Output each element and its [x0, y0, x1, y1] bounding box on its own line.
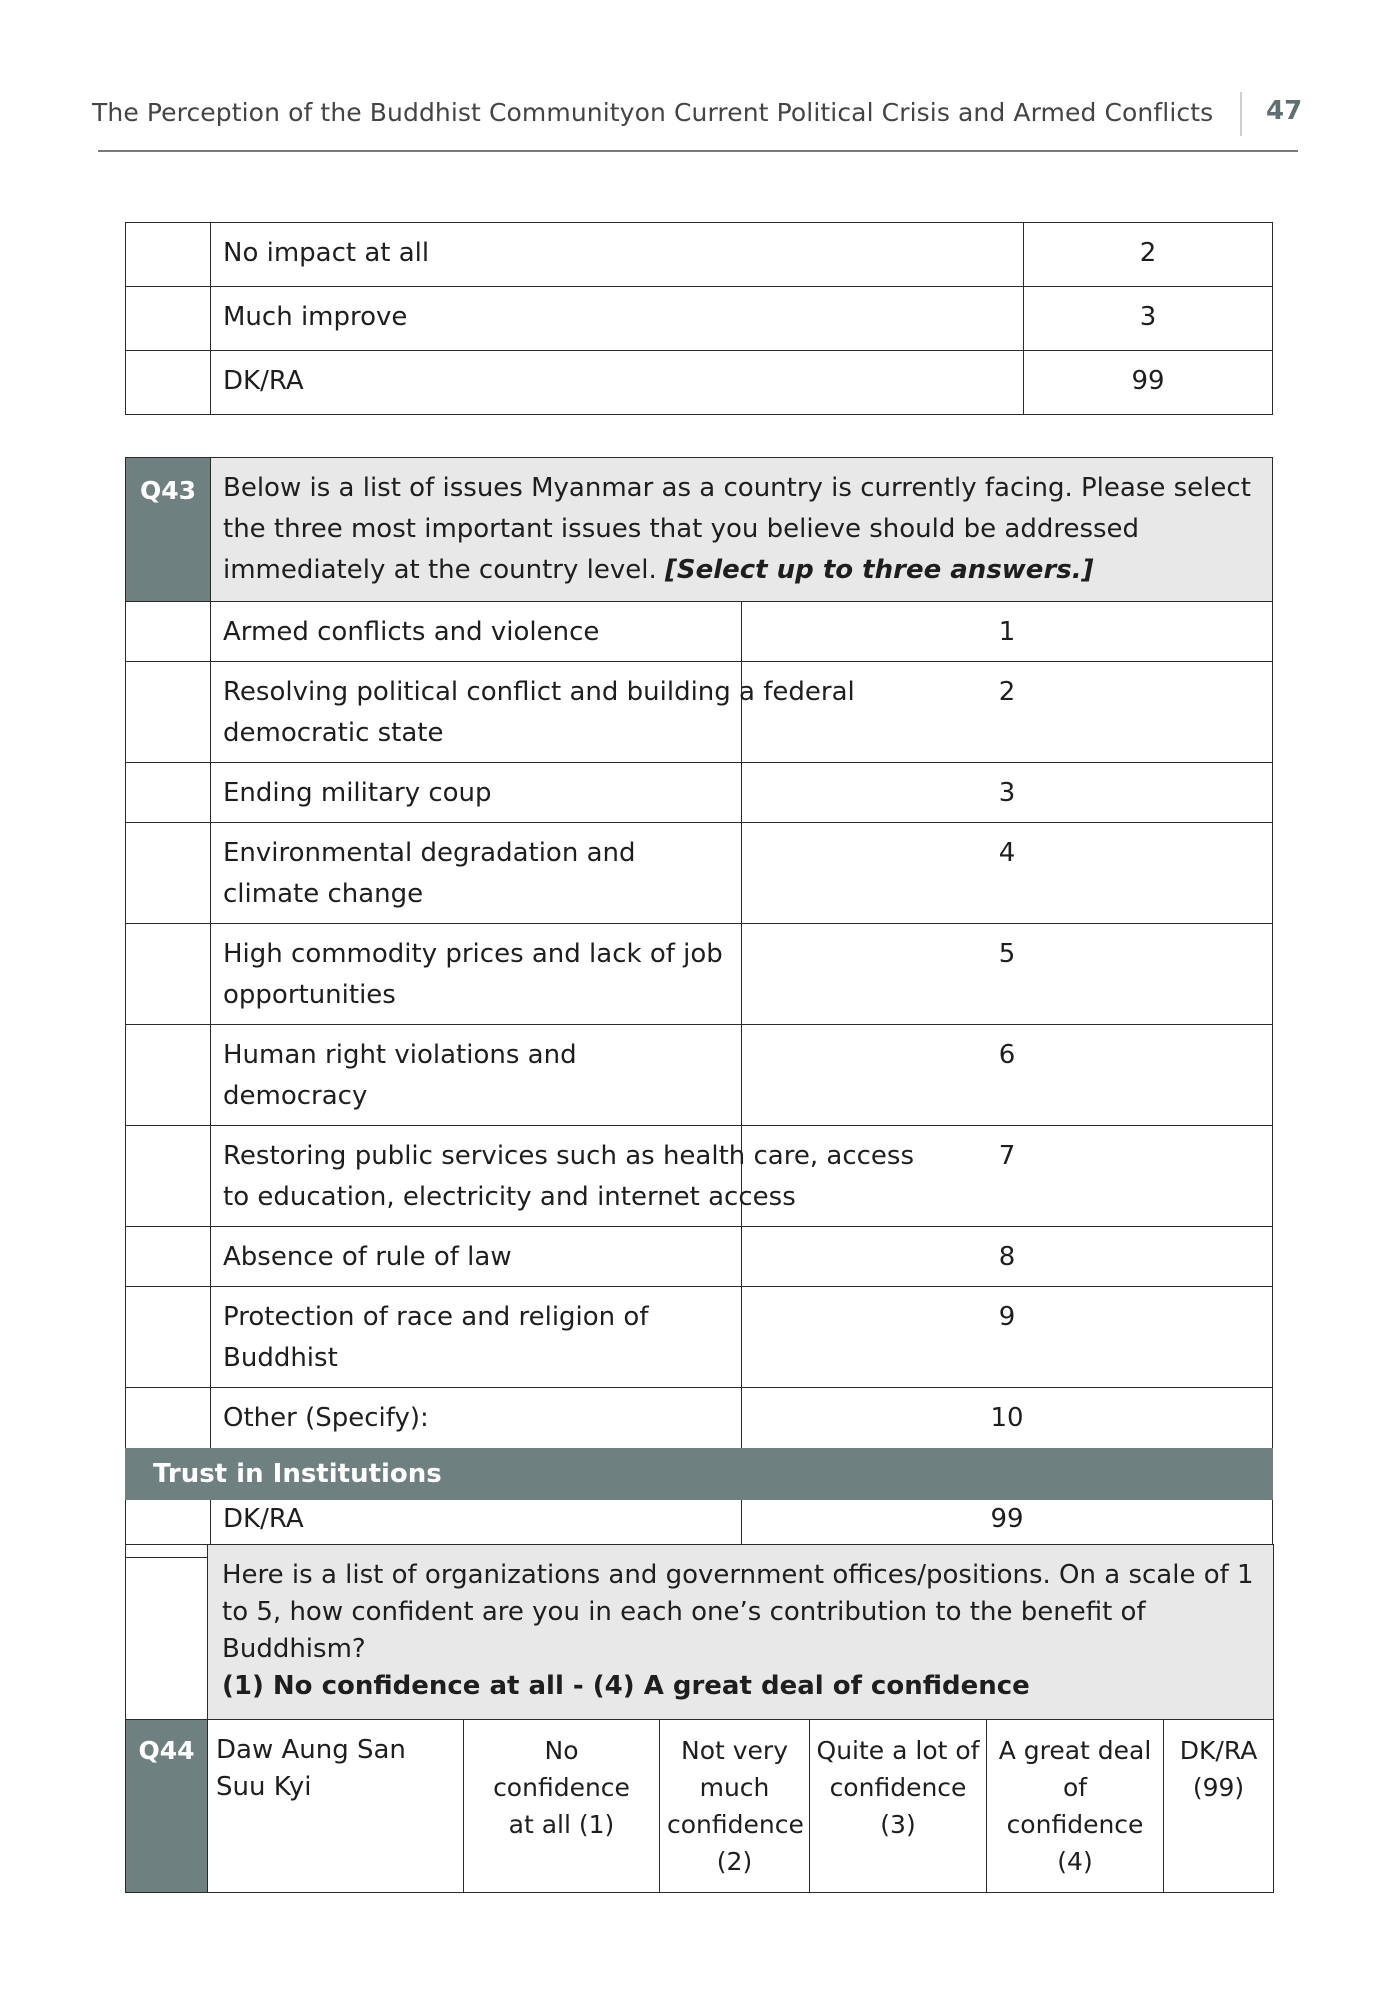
rating-option [464, 1720, 660, 1893]
answer-code: 2 [742, 662, 1273, 763]
code-cell [126, 223, 211, 287]
rating-scale: (1) No confidence at all - (4) A great deal of confidence [222, 1671, 1030, 1701]
rating-option [660, 1720, 810, 1893]
code-cell [126, 1545, 208, 1720]
question-text-cell [211, 458, 1273, 602]
answer-label: Armed conflicts and violence [211, 602, 742, 662]
answer-label: Absence of rule of law [211, 1227, 742, 1287]
question-code: Q44 [126, 1720, 208, 1893]
question-q44 [125, 1544, 1274, 1893]
answer-code: 4 [742, 823, 1273, 924]
rating-option [1164, 1720, 1274, 1893]
rated-item: Daw Aung San Suu Kyi [208, 1720, 464, 1893]
question-intro-row [126, 1545, 1274, 1720]
answer-code: 8 [742, 1227, 1273, 1287]
answer-code: 7 [742, 1126, 1273, 1227]
section-heading: Trust in Institutions [125, 1448, 1273, 1500]
rating-option-label: Quite a lot of confidence (3) [816, 1736, 980, 1839]
answer-row [126, 823, 1273, 924]
answer-label: No impact at all [211, 223, 1024, 287]
rating-option [987, 1720, 1164, 1893]
other-specify-label: Other (Specify): [223, 1403, 429, 1433]
answer-code: 3 [1024, 287, 1273, 351]
answer-label-text: Resolving political conflict and building a federal democratic state [223, 677, 855, 748]
code-cell [126, 1287, 211, 1388]
code-cell [126, 351, 211, 415]
code-cell [126, 662, 211, 763]
question-code: Q43 [126, 458, 211, 602]
answer-row [126, 1227, 1273, 1287]
question-text: Here is a list of organizations and government offices/positions. On a scale of 1 to 5, how confident are you in each one’s contribution to the benefit of Buddhism? [222, 1560, 1254, 1664]
answer-row [126, 602, 1273, 662]
answer-label-text: Restoring public services such as health care, access to education, electricity and internet access [223, 1141, 914, 1212]
code-cell [126, 823, 211, 924]
answer-label [211, 662, 855, 763]
code-cell [126, 1025, 211, 1126]
answer-label [211, 1126, 914, 1227]
code-cell [126, 924, 211, 1025]
answer-label: DK/RA [211, 351, 1024, 415]
answer-label: Protection of race and religion of Buddhist [211, 1287, 742, 1388]
rating-option [810, 1720, 987, 1893]
answer-code: 1 [742, 602, 1273, 662]
rating-option-label: DK/RA (99) [1179, 1736, 1258, 1802]
code-cell [126, 763, 211, 823]
answer-code: 3 [742, 763, 1273, 823]
question-instruction: [Select up to three answers.] [664, 555, 1094, 585]
rating-row [126, 1720, 1274, 1893]
running-head: The Perception of the Buddhist Communityon Current Political Crisis and Armed Conflicts [92, 98, 1214, 127]
answer-row [126, 351, 1273, 415]
answer-row [126, 1287, 1273, 1388]
answer-code: 6 [742, 1025, 1273, 1126]
rating-option-label: Not very much confidence (2) [667, 1736, 804, 1876]
answer-code: 99 [1024, 351, 1273, 415]
answer-code: 2 [1024, 223, 1273, 287]
answer-code: 9 [742, 1287, 1273, 1388]
answer-label: Environmental degradation and climate change [211, 823, 742, 924]
answer-label: Human right violations and democracy [211, 1025, 742, 1126]
answer-row [126, 1126, 1273, 1227]
answer-code: 5 [742, 924, 1273, 1025]
code-cell [126, 1126, 211, 1227]
code-cell [126, 1227, 211, 1287]
answer-code: 10 [742, 1388, 1273, 1489]
answer-row [126, 1025, 1273, 1126]
answer-row [126, 223, 1273, 287]
rating-option-label: No confidence at all (1) [493, 1736, 630, 1839]
question-header-row [126, 458, 1273, 602]
question-text: Below is a list of issues Myanmar as a country is currently facing. Please select the three most important issues that you believe should be addressed immediately at the country level. [223, 473, 1251, 585]
answer-label: Much improve [211, 287, 1024, 351]
answer-label: Ending military coup [211, 763, 742, 823]
answer-label: DK/RA [211, 1489, 742, 1558]
answer-row [126, 287, 1273, 351]
question-q43 [125, 457, 1273, 1558]
answer-label: High commodity prices and lack of job opportunities [211, 924, 742, 1025]
header-separator [1240, 92, 1242, 136]
code-cell [126, 602, 211, 662]
code-cell [126, 287, 211, 351]
header-rule [98, 150, 1298, 152]
answer-row [126, 763, 1273, 823]
question-intro-cell [208, 1545, 1274, 1720]
rating-option-label: A great deal of confidence (4) [998, 1736, 1152, 1876]
answer-code: 99 [742, 1489, 1273, 1558]
answer-row [126, 924, 1273, 1025]
answer-row [126, 662, 1273, 763]
previous-question-options [125, 222, 1273, 415]
page-number: 47 [1266, 96, 1303, 126]
